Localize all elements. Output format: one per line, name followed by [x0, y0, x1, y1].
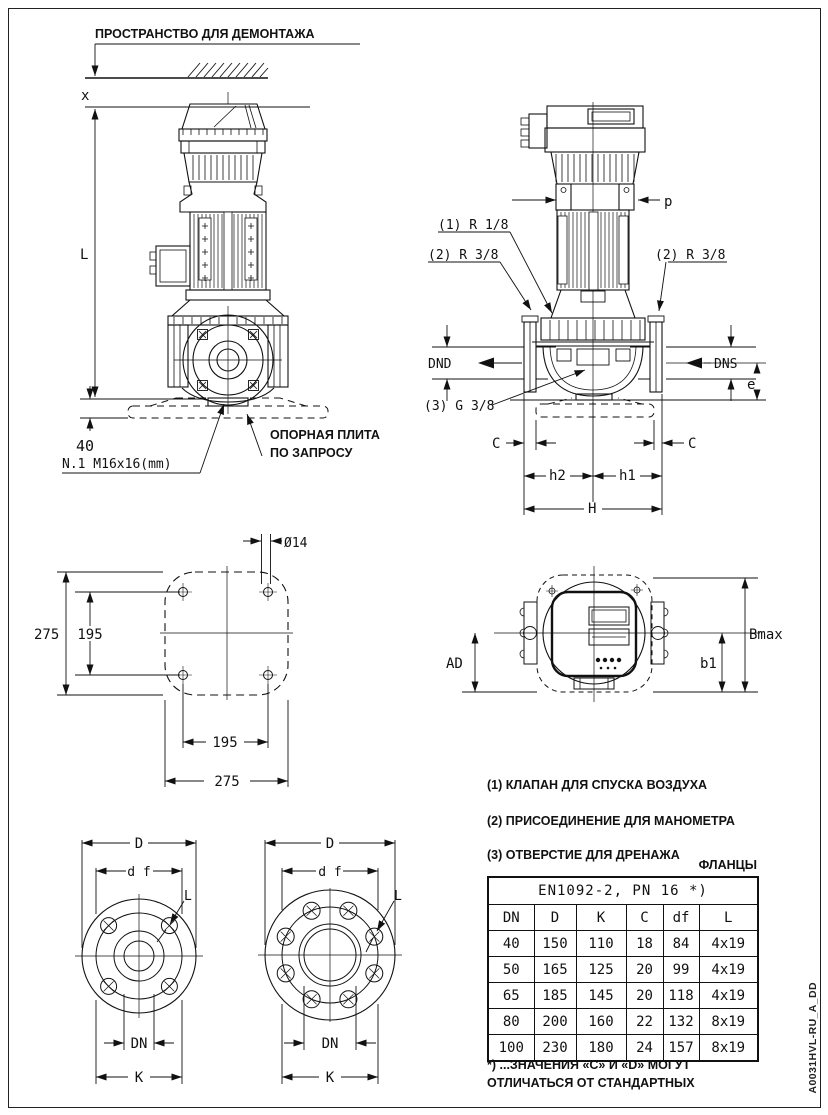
cell: 150	[534, 931, 576, 957]
cell: 84	[663, 931, 699, 957]
port-label-drain: (3) G 3/8	[424, 399, 495, 414]
cell: 185	[534, 983, 576, 1009]
flange8-dim-D: D	[325, 836, 335, 852]
cell: 40	[488, 931, 534, 957]
support-plate-note-line2: ПО ЗАПРОСУ	[270, 446, 353, 460]
dim-label-p: p	[664, 194, 673, 210]
cell: 110	[576, 931, 626, 957]
base-dimensions	[506, 394, 684, 515]
cell: 145	[576, 983, 626, 1009]
dim-label-40: 40	[76, 437, 95, 455]
flange4-dim-D: D	[134, 836, 144, 852]
dim-label-h2: h2	[549, 468, 566, 484]
cell: 8x19	[699, 1009, 758, 1035]
dim-label-ad: AD	[446, 656, 463, 672]
front-view-drawing	[62, 44, 360, 473]
dim-label-hole-dia: Ø14	[284, 536, 308, 551]
table-footnote-line1: *) ...ЗНАЧЕНИЯ «С» И «D» МОГУТ	[487, 1058, 691, 1072]
col-header-k: K	[576, 905, 626, 931]
cell: 118	[663, 983, 699, 1009]
flange4-dim-DN: DN	[130, 1036, 148, 1052]
table-row	[488, 983, 758, 1009]
flange8-dim-DN: DN	[321, 1036, 339, 1052]
port-label-vent: (1) R 1/8	[438, 218, 509, 233]
cell: 160	[576, 1009, 626, 1035]
cell: 4x19	[699, 957, 758, 983]
note-air-vent: (1) КЛАПАН ДЛЯ СПУСКА ВОЗДУХА	[487, 778, 708, 792]
table-footnote-line2: ОТЛИЧАТЬСЯ ОТ СТАНДАРТНЫХ	[487, 1076, 695, 1090]
flange8-dim-K: K	[325, 1070, 335, 1086]
cell: 200	[534, 1009, 576, 1035]
cell: 132	[663, 1009, 699, 1035]
front-junction-box	[150, 246, 190, 286]
table-row	[488, 957, 758, 983]
flange-table	[487, 876, 759, 1062]
dim-label-b1: b1	[700, 656, 717, 672]
ceiling-hatch	[188, 63, 268, 77]
flange4-dim-K: K	[134, 1070, 144, 1086]
flow-arrow-dnd	[478, 358, 494, 369]
cell: 20	[626, 983, 663, 1009]
side-motor	[557, 210, 629, 290]
front-motor	[186, 212, 270, 300]
col-header-d: D	[534, 905, 576, 931]
cell: 157	[663, 1035, 699, 1062]
front-heatsink-fins	[193, 155, 253, 180]
cell: 8x19	[699, 1035, 758, 1062]
dim-label-275-v: 275	[34, 627, 60, 643]
dismantling-space-label: ПРОСТРАНСТВО ДЛЯ ДЕМОНТАЖА	[95, 27, 315, 41]
cell: 20	[626, 957, 663, 983]
top-view-display	[589, 607, 629, 645]
table-row	[488, 1009, 758, 1035]
support-plate-note-line1: ОПОРНАЯ ПЛИТА	[270, 428, 380, 442]
flange8-dim-L: L	[394, 889, 402, 904]
front-adapter	[180, 182, 266, 212]
cell: 18	[626, 931, 663, 957]
cell: 230	[534, 1035, 576, 1062]
front-drive-unit	[179, 104, 267, 182]
cell: 125	[576, 957, 626, 983]
cell: 165	[534, 957, 576, 983]
cell: 4x19	[699, 931, 758, 957]
note-gauge-connection: (2) ПРИСОЕДИНЕНИЕ ДЛЯ МАНОМЕТРА	[487, 814, 735, 828]
label-dns: DNS	[714, 357, 738, 372]
dim-label-h1: h1	[619, 468, 636, 484]
side-view-drawing	[428, 102, 766, 516]
dim-label-195-h: 195	[212, 735, 238, 751]
casing-ribs	[550, 320, 640, 340]
cell: 180	[576, 1035, 626, 1062]
pump-top-view	[462, 566, 760, 702]
top-view-buttons	[596, 658, 621, 670]
cell: 99	[663, 957, 699, 983]
flange4-dim-df: d f	[127, 865, 151, 880]
side-heatsink-fins	[556, 154, 634, 182]
col-header-dn: DN	[488, 905, 534, 931]
dim-label-bmax: Bmax	[749, 627, 783, 643]
table-row	[488, 1035, 758, 1062]
port-label-gauge-right: (2) R 3/8	[655, 248, 726, 263]
flange8-dim-df: d f	[318, 865, 342, 880]
cell: 4x19	[699, 983, 758, 1009]
cell: 65	[488, 983, 534, 1009]
label-dnd: DND	[428, 357, 452, 372]
side-baseplate-dashed	[536, 398, 654, 417]
col-header-l: L	[699, 905, 758, 931]
flange-table-caption: ФЛАНЦЫ	[698, 858, 757, 872]
table-row	[488, 877, 758, 905]
cell: 24	[626, 1035, 663, 1062]
cell: 80	[488, 1009, 534, 1035]
document-number: A0031HVL-RU_A_DD	[807, 981, 819, 1093]
baseplate-holes	[174, 583, 277, 684]
note-drain-hole: (3) ОТВЕРСТИЕ ДЛЯ ДРЕНАЖА	[487, 848, 680, 862]
table-row	[488, 905, 758, 931]
col-header-c: C	[626, 905, 663, 931]
dim-label-H: H	[588, 501, 597, 517]
dim-label-195-v: 195	[77, 627, 103, 643]
dim-label-c-left: C	[492, 436, 501, 452]
col-header-df: df	[663, 905, 699, 931]
dim-label-e: e	[747, 377, 756, 393]
baseplate-top-view	[57, 534, 293, 788]
anchor-bolt-note: N.1 M16x16(mm)	[62, 457, 172, 472]
dim-label-c-right: C	[688, 436, 697, 452]
cell: 100	[488, 1035, 534, 1062]
cell: 50	[488, 957, 534, 983]
table-row	[488, 931, 758, 957]
flange4-dim-L: L	[184, 889, 192, 904]
dim-label-275-h: 275	[214, 774, 240, 790]
port-label-gauge-left: (2) R 3/8	[428, 248, 499, 263]
cell: 22	[626, 1009, 663, 1035]
dim-label-L: L	[80, 247, 89, 263]
flange-standard-header: EN1092-2, PN 16 *)	[488, 877, 758, 905]
side-drive-unit	[521, 106, 645, 210]
dim-label-x: x	[81, 88, 90, 104]
